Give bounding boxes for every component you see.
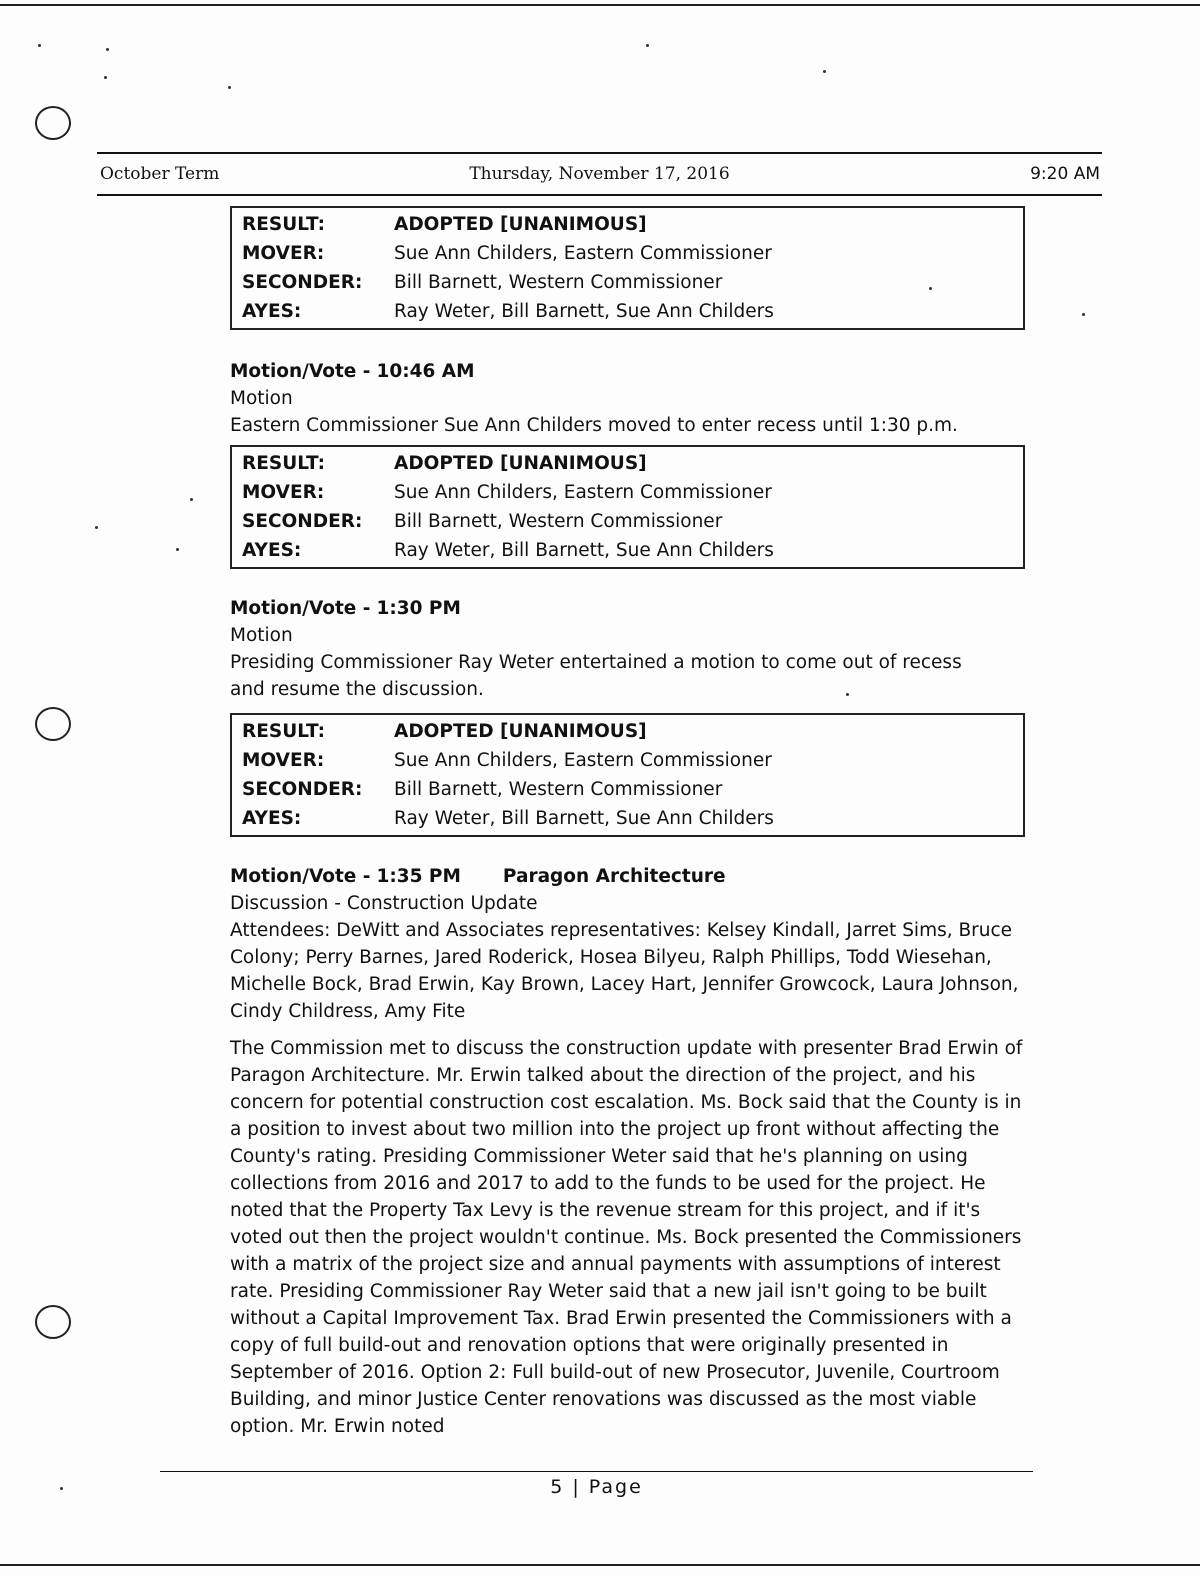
motion-label: Motion/Vote - [230,361,371,382]
scan-speck [60,1487,63,1490]
motion-label: Motion/Vote - [230,598,371,619]
page-number: 5 [550,1476,565,1498]
scan-speck [228,86,231,89]
ayes-value: Ray Weter, Bill Barnett, Sue Ann Childers [394,301,774,322]
header-date: Thursday, November 17, 2016 [469,164,730,184]
scan-speck [190,498,193,501]
motion-label: Motion/Vote - [230,866,371,887]
scan-speck [176,548,179,551]
seconder-label: SECONDER: [242,779,363,800]
motion-time: 10:46 AM [376,361,475,382]
discussion-body: The Commission met to discuss the construction update with presenter Brad Erwin of Paragon Architecture. Mr. Erwin talked about the direction of the project, and his concern for potential construction cost escalation. Ms. Bock said that the County is in a position to invest about two million into the project up front without affecting the County's rating. Presiding Commissioner Weter said that he's planning on using collections from 2016 and 2017 to add to the funds to be used for the project. He noted that the Property Tax Levy is the revenue stream for this project, and if it's voted out then the project wouldn't continue. Ms. Bock presented the Commissioners with a matrix of the project size and annual payments with assumptions of interest rate. Presiding Commissioner Ray Weter said that a new jail isn't going to be built without a Capital Improvement Tax. Brad Erwin presented the Commissioners with a copy of full build-out and renovation options that were originally presented in September of 2016. Option 2: Full build-out of new Prosecutor, Juvenile, Courtroom Building, and minor Justice Center renovations was discussed as the most viable option. Mr. Erwin noted [230,1038,1023,1437]
mover-value: Sue Ann Childers, Eastern Commissioner [394,482,772,503]
result-value: ADOPTED [UNANIMOUS] [394,214,647,235]
scan-top-edge [0,4,1200,6]
mover-value: Sue Ann Childers, Eastern Commissioner [394,750,772,771]
scan-speck [95,526,98,529]
page-header [97,152,1102,196]
vote-result-box [230,206,1025,330]
header-term: October Term [100,164,220,184]
punch-hole-bottom [35,1305,71,1339]
motion-text: Eastern Commissioner Sue Ann Childers moved to enter recess until 1:30 p.m. [230,415,958,436]
motion-time: 1:30 PM [376,598,461,619]
motion-topic: Paragon Architecture [502,866,726,887]
mover-label: MOVER: [242,243,325,264]
minutes-content [230,206,1030,1440]
seconder-value: Bill Barnett, Western Commissioner [394,511,723,532]
motion-type: Motion [230,625,293,646]
motion-text: Presiding Commissioner Ray Weter entertained a motion to come out of recess and resume the discussion. [230,652,962,700]
footer-rule [160,1471,1033,1472]
ayes-value: Ray Weter, Bill Barnett, Sue Ann Childers [394,808,774,829]
result-label: RESULT: [242,214,325,235]
scan-speck [104,76,107,79]
result-value: ADOPTED [UNANIMOUS] [394,453,647,474]
ayes-label: AYES: [242,301,302,322]
motion-heading [230,595,1030,622]
motion-time: 1:35 PM [376,866,461,887]
seconder-value: Bill Barnett, Western Commissioner [394,779,723,800]
seconder-value: Bill Barnett, Western Commissioner [394,272,723,293]
page-word: Page [588,1476,643,1498]
ayes-label: AYES: [242,540,302,561]
punch-hole-middle [35,707,71,741]
mover-value: Sue Ann Childers, Eastern Commissioner [394,243,772,264]
motion-type: Discussion - Construction Update [230,893,538,914]
result-label: RESULT: [242,453,325,474]
header-time: 9:20 AM [1030,164,1100,184]
scan-speck [1082,313,1085,316]
motion-heading [230,863,1030,890]
result-value: ADOPTED [UNANIMOUS] [394,721,647,742]
vote-result-box [230,713,1025,837]
motion-heading [230,358,1030,385]
mover-label: MOVER: [242,750,325,771]
result-label: RESULT: [242,721,325,742]
attendees-text: Attendees: DeWitt and Associates representatives: Kelsey Kindall, Jarret Sims, Bruce Colony; Perry Barnes, Jared Roderick, Hosea Bilyeu, Ralph Phillips, Todd Wiesehan, Michelle Bock, Brad Erwin, Kay Brown, Lacey Hart, Jennifer Growcock, Laura Johnson, Cindy Childress, Amy Fite [230,920,1019,1022]
mover-label: MOVER: [242,482,325,503]
seconder-label: SECONDER: [242,511,363,532]
vote-result-box [230,445,1025,569]
motion-type: Motion [230,388,293,409]
page-separator: | [572,1476,581,1498]
scan-speck [106,48,109,51]
ayes-label: AYES: [242,808,302,829]
scan-speck [823,70,826,73]
scan-speck [646,44,649,47]
ayes-value: Ray Weter, Bill Barnett, Sue Ann Childers [394,540,774,561]
scan-bottom-edge [0,1564,1200,1566]
seconder-label: SECONDER: [242,272,363,293]
punch-hole-top [35,106,71,140]
scan-speck [38,44,41,47]
page-footer [160,1476,1033,1498]
